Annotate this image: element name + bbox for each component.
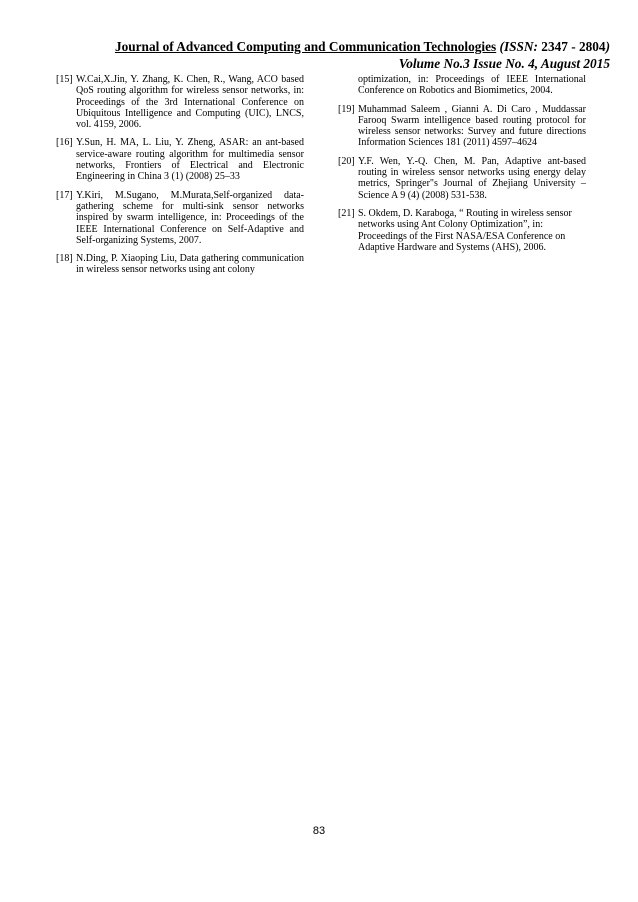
reference-item xyxy=(338,156,586,201)
references-right-column xyxy=(338,74,586,260)
reference-text: S. Okdem, D. Karaboga, “ Routing in wireless sensor networks using Ant Colony Optimization”, in: Proceedings of the First NASA/ESA Conference on Adaptive Hardware and Systems (AHS), 2006. xyxy=(358,207,572,253)
journal-header xyxy=(0,38,610,72)
reference-number: [15] xyxy=(56,74,73,85)
reference-number: [18] xyxy=(56,253,73,265)
reference-item xyxy=(56,137,304,182)
reference-item xyxy=(56,74,304,130)
issn-value: 2347 - 2804 xyxy=(537,39,606,54)
reference-item xyxy=(56,190,304,246)
reference-text: W.Cai,X.Jin, Y. Zhang, K. Chen, R., Wang, ACO based QoS routing algorithm for wireless sensor networks, in: Proceedings of the 3rd International Conference on Ubiquitous Intelligence and Computing (UIC), LNCS, vol. 4159, 2006. xyxy=(76,74,304,131)
issn-label: (ISSN: xyxy=(499,39,538,54)
reference-continuation xyxy=(338,74,586,97)
journal-title-line xyxy=(0,38,610,55)
reference-text: Muhammad Saleem , Gianni A. Di Caro , Muddassar Farooq Swarm intelligence based routing protocol for wireless sensor networks: Survey and future directions Information Sciences 181 (2011) 4597–4624 xyxy=(358,103,586,149)
reference-item xyxy=(56,253,304,276)
reference-number: [20] xyxy=(338,155,355,167)
reference-text: Y.Kiri, M.Sugano, M.Murata,Self-organized data-gathering scheme for multi-sink sensor networks inspired by swarm intelligence, in: Proceedings of the IEEE International Conference on Self-Adaptive and Self-organizing Systems, 2007. xyxy=(76,189,304,246)
reference-text: Y.F. Wen, Y.-Q. Chen, M. Pan, Adaptive ant-based routing in wireless sensor networks using energy delay metrics, Springer"s Journal of Zhejiang University – Science A 9 (4) (2008) 531-538. xyxy=(358,155,586,201)
references-left-column xyxy=(56,74,304,283)
reference-item xyxy=(338,208,586,253)
reference-number: [19] xyxy=(338,103,355,115)
reference-text: Y.Sun, H. MA, L. Liu, Y. Zheng, ASAR: an ant-based service-aware routing algorithm for multimedia sensor networks, Frontiers of Electrical and Electronic Engineering in China 3 (1) (2008) 25–33 xyxy=(76,137,304,183)
reference-text: optimization, in: Proceedings of IEEE International Conference on Robotics and Biomimetics, 2004. xyxy=(358,74,586,97)
reference-number: [16] xyxy=(56,137,73,149)
issn-close: ) xyxy=(605,39,610,54)
reference-number: [21] xyxy=(338,207,355,219)
reference-item xyxy=(338,104,586,149)
journal-name: Journal of Advanced Computing and Communication Technologies xyxy=(114,39,497,54)
reference-number: [17] xyxy=(56,189,73,201)
page-number: 83 xyxy=(312,825,326,837)
volume-issue: Volume No.3 Issue No. 4, August 2015 xyxy=(398,56,610,71)
reference-text: N.Ding, P. Xiaoping Liu, Data gathering communication in wireless sensor networks using ant colony xyxy=(76,253,304,276)
